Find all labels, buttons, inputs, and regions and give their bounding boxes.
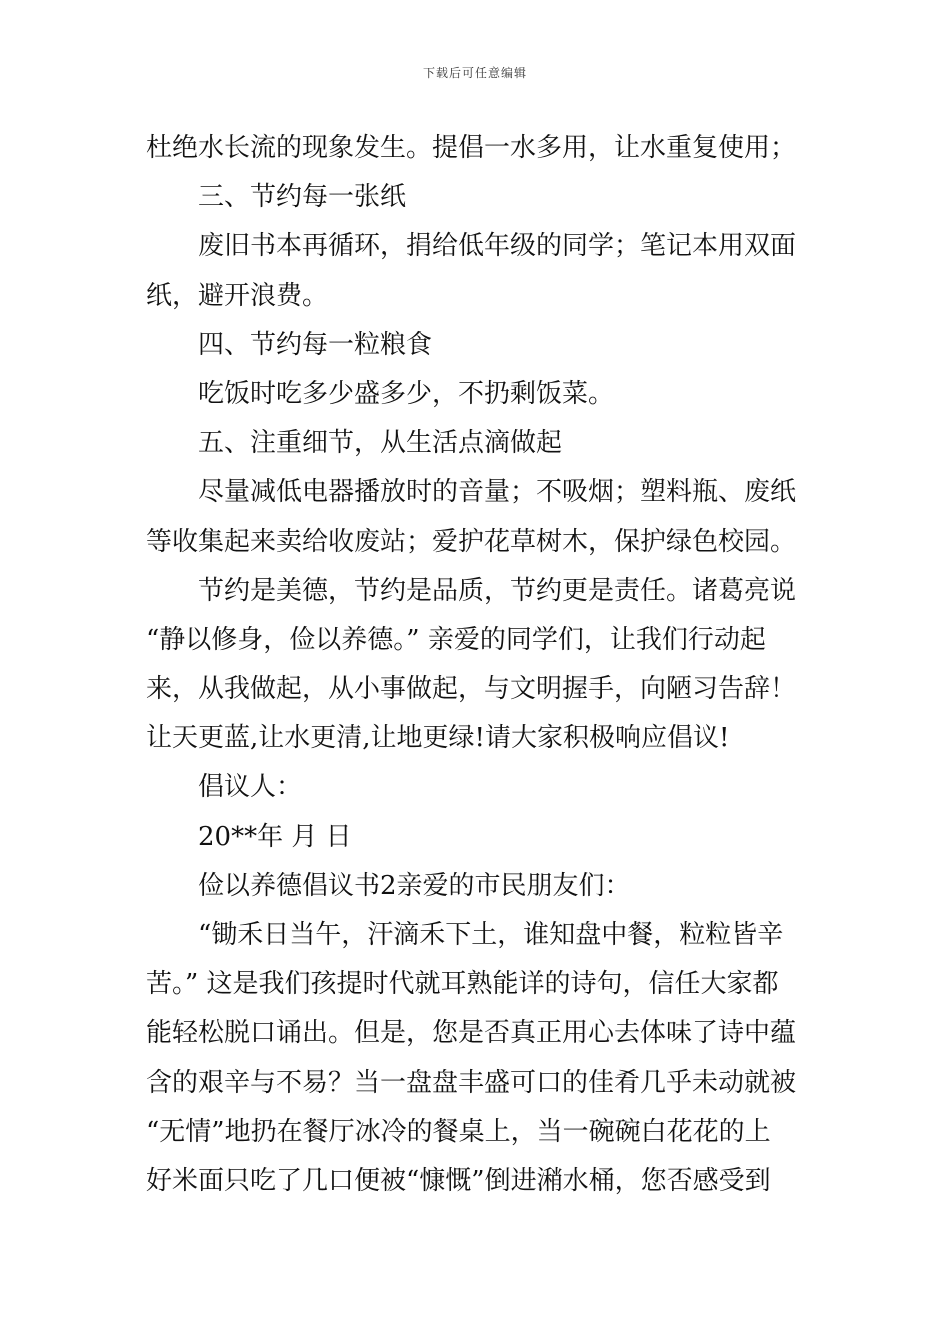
text-line: “静以修身，俭以养德。” 亲爱的同学们，让我们行动起 (146, 624, 766, 655)
text-line: 吃饭时吃多少盛多少，不扔剩饭菜。 (198, 378, 615, 409)
section-heading: 四、节约每一粒粮食 (198, 329, 433, 360)
date-line: 20**年 月 日 (198, 821, 352, 852)
text-line: 让天更蓝,让水更清,让地更绿!请大家积极响应倡议! (146, 723, 730, 754)
text-line: 苦。” 这是我们孩提时代就耳熟能详的诗句，信任大家都 (146, 969, 779, 1000)
text-line: 好米面只吃了几口便被“慷慨”倒进潲水桶，您否感受到 (146, 1165, 771, 1196)
signatory-label: 倡议人： (198, 772, 303, 803)
text-line: 来，从我做起，从小事做起，与文明握手，向陋习告辞！ (146, 674, 797, 705)
section-heading: 三、节约每一张纸 (198, 182, 407, 213)
text-line: 纸，避开浪费。 (146, 280, 329, 311)
document-body (146, 124, 810, 1206)
text-line: 含的艰辛与不易？当一盘盘丰盛可口的佳肴几乎未动就被 (146, 1067, 797, 1098)
text-line: “锄禾日当午，汗滴禾下土，谁知盘中餐，粒粒皆辛 (198, 920, 784, 950)
text-line: 能轻松脱口诵出。但是，您是否真正用心去体味了诗中蕴 (146, 1018, 797, 1049)
text-line: 废旧书本再循环，捐给低年级的同学；笔记本用双面 (198, 231, 797, 262)
text-line: 节约是美德，节约是品质，节约更是责任。诸葛亮说 (198, 575, 797, 606)
section-heading: 五、注重细节，从生活点滴做起 (198, 428, 563, 459)
page-header: 下载后可任意编辑 (422, 66, 527, 80)
text-line: 杜绝水长流的现象发生。提倡一水多用，让水重复使用； (146, 133, 797, 163)
text-line: 俭以养德倡议书2亲爱的市民朋友们： (198, 870, 631, 901)
text-line: 等收集起来卖给收废站；爱护花草树木，保护绿色校园。 (146, 526, 797, 557)
text-line: “无情”地扔在餐厅冰冷的餐桌上，当一碗碗白花花的上 (146, 1116, 771, 1147)
text-line: 尽量减低电器播放时的音量；不吸烟；塑料瓶、废纸 (198, 477, 797, 508)
